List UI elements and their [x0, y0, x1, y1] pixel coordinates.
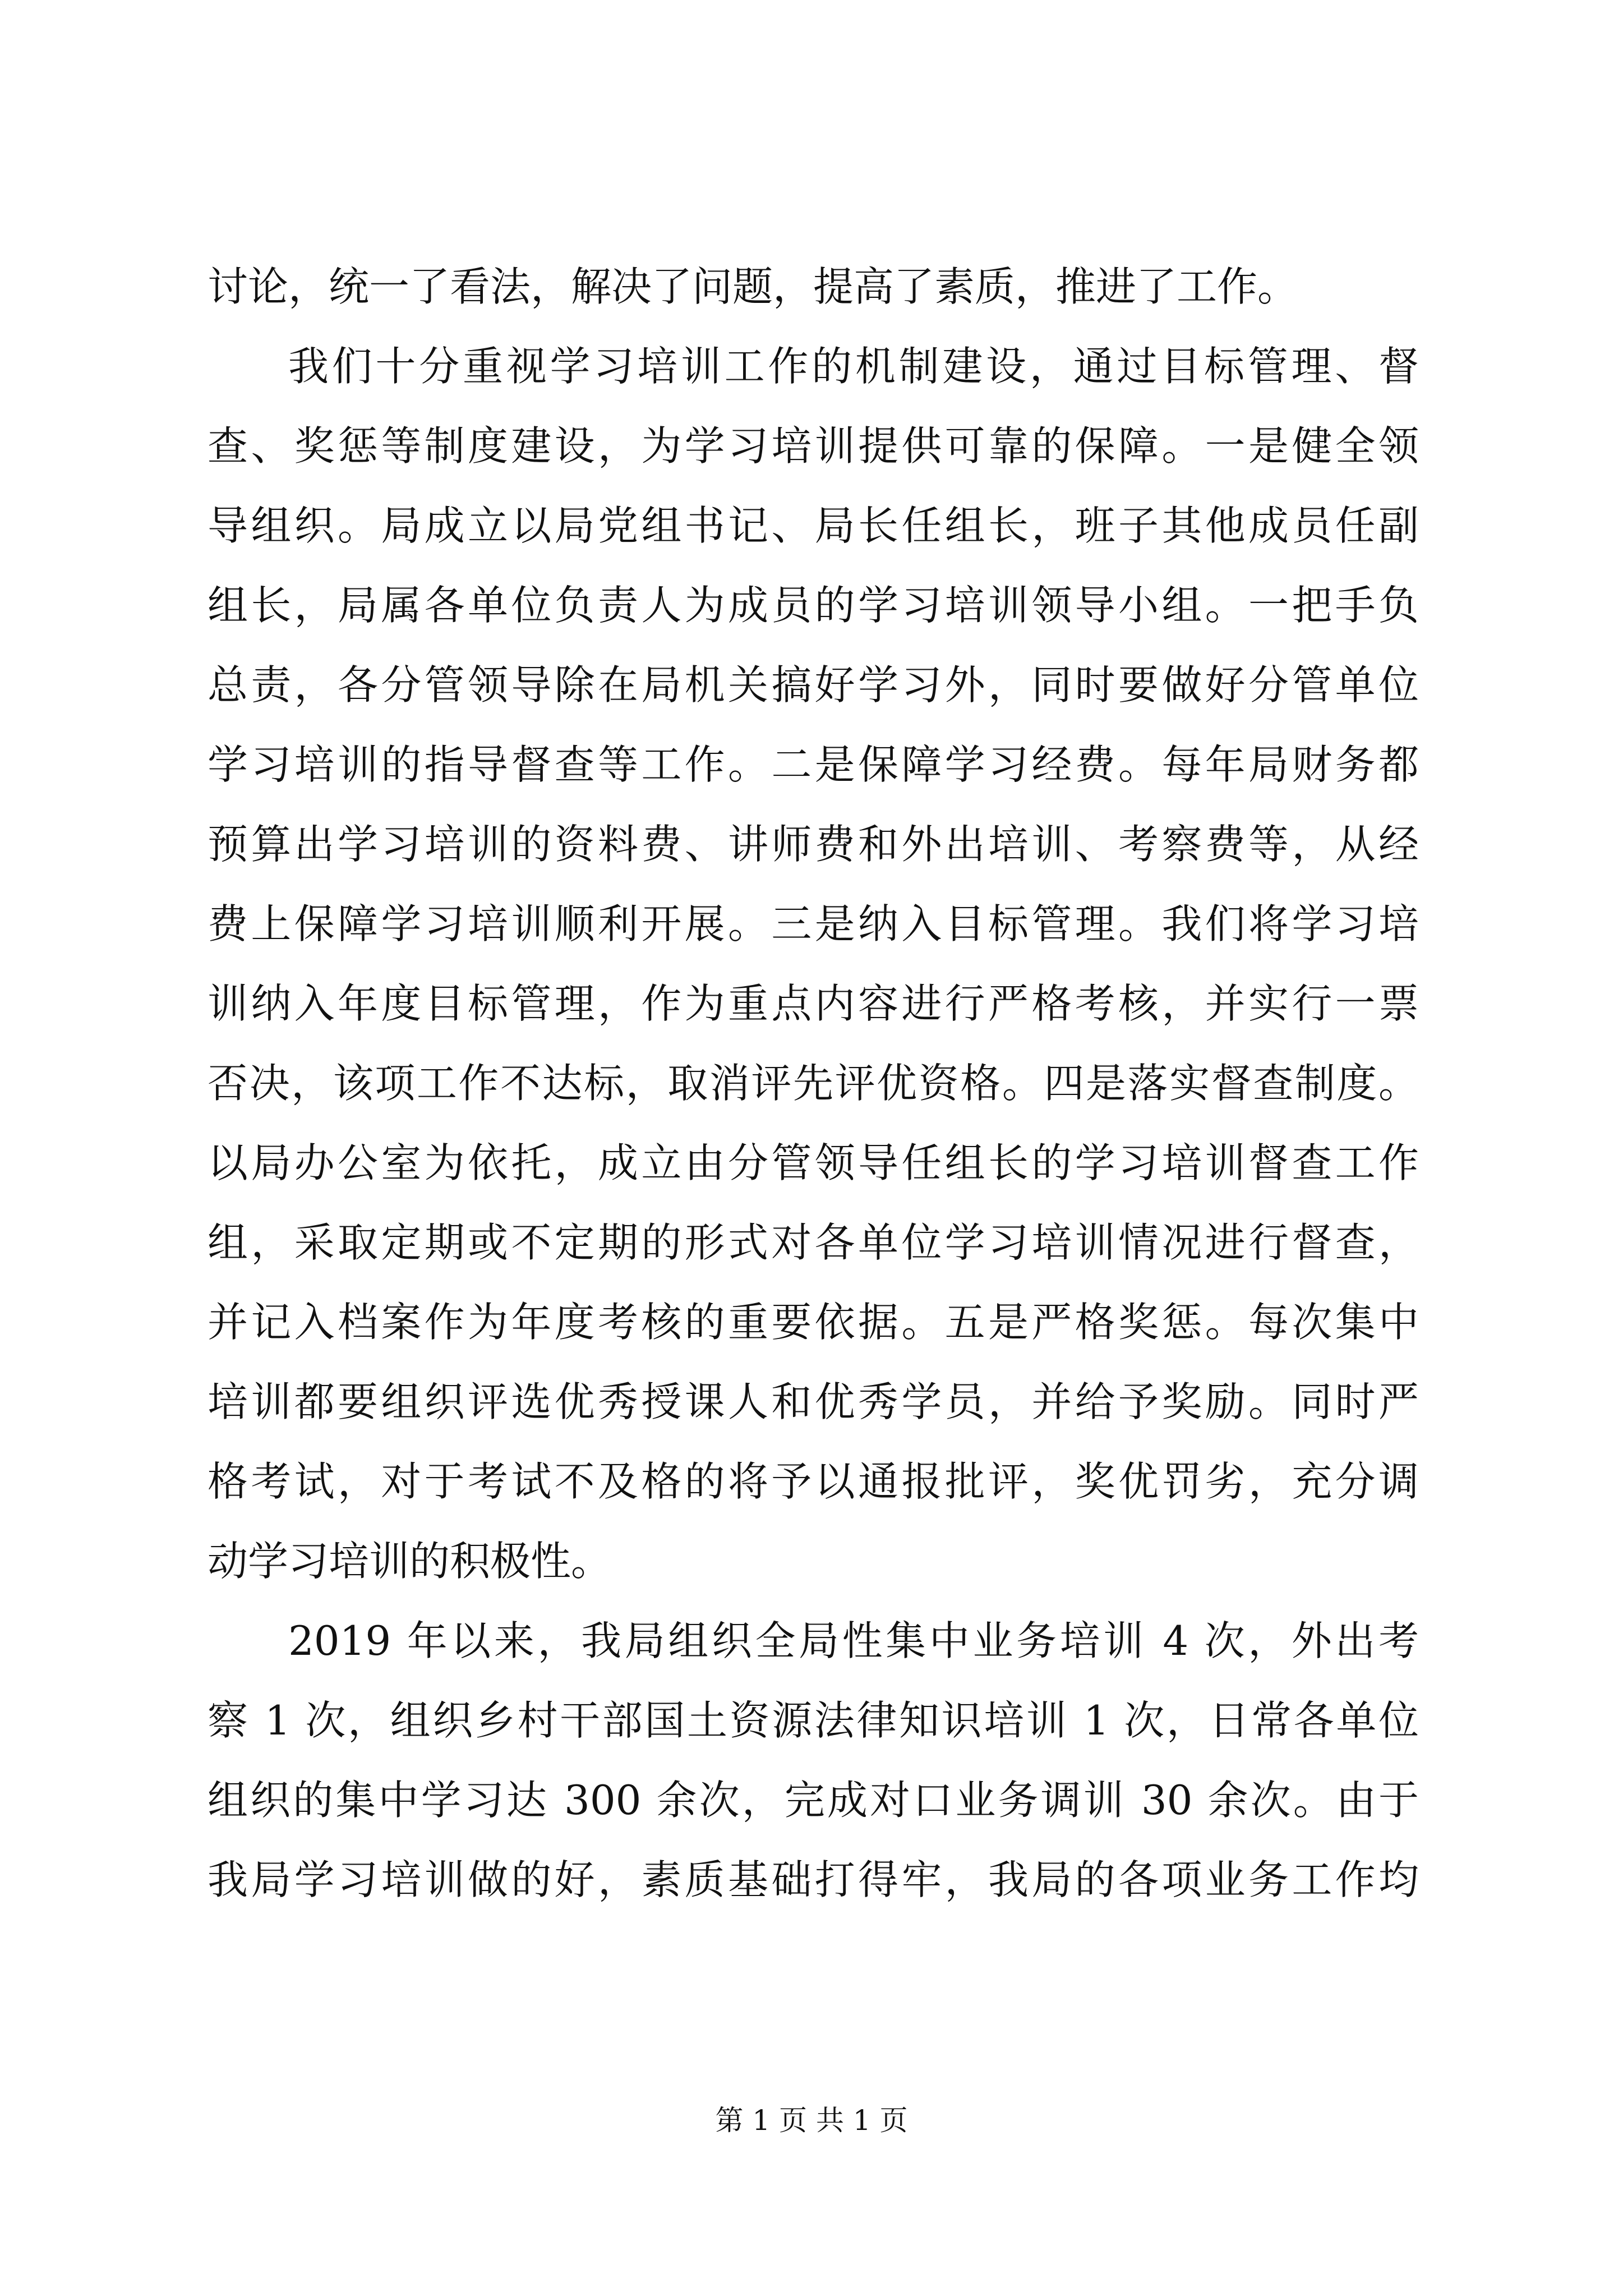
text-line: 训纳入年度目标管理，作为重点内容进行严格考核，并实行一票: [208, 980, 1419, 1027]
text-line: 讨论，统一了看法，解决了问题，提高了素质，推进了工作。: [208, 263, 1298, 310]
text-line: 总责，各分管领导除在局机关搞好学习外，同时要做好分管单位: [208, 661, 1419, 708]
text-line: 否决，该项工作不达标，取消评先评优资格。四是落实督查制度。: [208, 1060, 1419, 1107]
text-line: 预算出学习培训的资料费、讲师费和外出培训、考察费等，从经: [208, 821, 1419, 868]
page-footer: [0, 2101, 1623, 2140]
text-line: 我局学习培训做的好，素质基础打得牢，我局的各项业务工作均: [208, 1856, 1419, 1903]
text-line: 组织的集中学习达 300 余次，完成对口业务调训 30 余次。由于: [208, 1777, 1419, 1824]
text-line: 我们十分重视学习培训工作的机制建设，通过目标管理、督: [288, 343, 1419, 390]
text-line: 以局办公室为依托，成立由分管领导任组长的学习培训督查工作: [208, 1139, 1419, 1186]
document-body: [208, 247, 1419, 1920]
text-line: 组，采取定期或不定期的形式对各单位学习培训情况进行督查，: [208, 1219, 1419, 1266]
text-line: 查、奖惩等制度建设，为学习培训提供可靠的保障。一是健全领: [208, 422, 1419, 470]
text-line: 2019 年以来，我局组织全局性集中业务培训 4 次，外出考: [288, 1617, 1419, 1664]
text-line: 费上保障学习培训顺利开展。三是纳入目标管理。我们将学习培: [208, 900, 1419, 947]
text-line: 培训都要组织评选优秀授课人和优秀学员，并给予奖励。同时严: [208, 1378, 1419, 1425]
text-line: 学习培训的指导督查等工作。二是保障学习经费。每年局财务都: [208, 741, 1419, 788]
page-number-label: 第 1 页 共 1 页: [715, 2104, 908, 2137]
text-line: 察 1 次，组织乡村干部国土资源法律知识培训 1 次，日常各单位: [208, 1697, 1419, 1744]
text-line: 格考试，对于考试不及格的将予以通报批评，奖优罚劣，充分调: [208, 1458, 1419, 1505]
text-line: 组长，局属各单位负责人为成员的学习培训领导小组。一把手负: [208, 582, 1419, 629]
text-line: 导组织。局成立以局党组书记、局长任组长，班子其他成员任副: [208, 502, 1419, 549]
text-line: 并记入档案作为年度考核的重要依据。五是严格奖惩。每次集中: [208, 1299, 1419, 1346]
text-line: 动学习培训的积极性。: [208, 1538, 612, 1585]
